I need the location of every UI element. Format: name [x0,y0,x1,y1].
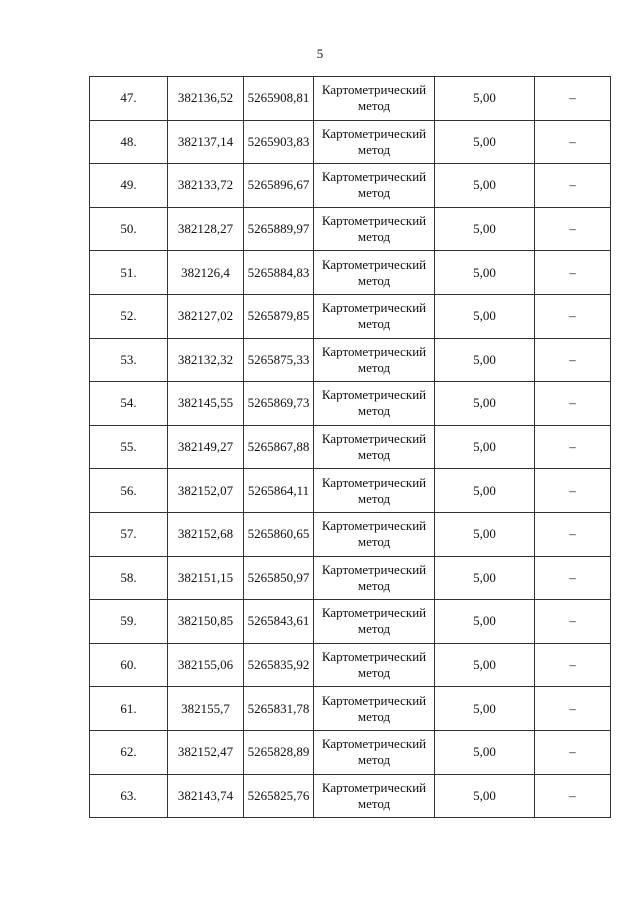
table-row [90,382,611,426]
method-cell [314,382,435,426]
x-coordinate-cell: 382155,06 [168,643,244,687]
y-coordinate-cell: 5265825,76 [244,774,314,818]
method-cell [314,687,435,731]
method-line-2: метод [357,447,391,463]
accuracy-cell: 5,00 [435,730,535,774]
method-line-2: метод [357,621,391,637]
method-cell [314,207,435,251]
accuracy-cell: 5,00 [435,164,535,208]
method-line-2: метод [357,359,391,375]
y-coordinate-cell: 5265889,97 [244,207,314,251]
table-row [90,774,611,818]
accuracy-cell: 5,00 [435,207,535,251]
method-line-1: Картометрический [321,736,427,752]
coordinates-table [89,76,611,818]
table-row [90,77,611,121]
method-cell [314,294,435,338]
point-number-cell: 60. [90,643,168,687]
table-row [90,164,611,208]
x-coordinate-cell: 382132,32 [168,338,244,382]
x-coordinate-cell: 382149,27 [168,425,244,469]
note-cell: – [535,469,611,513]
method-cell [314,643,435,687]
x-coordinate-cell: 382126,4 [168,251,244,295]
method-cell [314,512,435,556]
accuracy-cell: 5,00 [435,120,535,164]
point-number-cell: 49. [90,164,168,208]
point-number-cell: 53. [90,338,168,382]
y-coordinate-cell: 5265875,33 [244,338,314,382]
method-line-2: метод [357,708,391,724]
y-coordinate-cell: 5265903,83 [244,120,314,164]
x-coordinate-cell: 382155,7 [168,687,244,731]
method-line-1: Картометрический [321,169,427,185]
x-coordinate-cell: 382152,07 [168,469,244,513]
table-row [90,469,611,513]
y-coordinate-cell: 5265879,85 [244,294,314,338]
x-coordinate-cell: 382133,72 [168,164,244,208]
method-line-2: метод [357,141,391,157]
y-coordinate-cell: 5265884,83 [244,251,314,295]
table-row [90,251,611,295]
x-coordinate-cell: 382150,85 [168,600,244,644]
note-cell: – [535,294,611,338]
note-cell: – [535,120,611,164]
accuracy-cell: 5,00 [435,382,535,426]
note-cell: – [535,164,611,208]
method-line-1: Картометрический [321,387,427,403]
point-number-cell: 58. [90,556,168,600]
accuracy-cell: 5,00 [435,77,535,121]
note-cell: – [535,77,611,121]
note-cell: – [535,730,611,774]
method-line-1: Картометрический [321,256,427,272]
point-number-cell: 50. [90,207,168,251]
point-number-cell: 56. [90,469,168,513]
accuracy-cell: 5,00 [435,556,535,600]
method-line-2: метод [357,98,391,114]
method-line-2: метод [357,752,391,768]
y-coordinate-cell: 5265864,11 [244,469,314,513]
method-cell [314,556,435,600]
accuracy-cell: 5,00 [435,294,535,338]
point-number-cell: 61. [90,687,168,731]
method-line-2: метод [357,534,391,550]
y-coordinate-cell: 5265896,67 [244,164,314,208]
method-cell [314,730,435,774]
method-line-2: метод [357,577,391,593]
note-cell: – [535,600,611,644]
y-coordinate-cell: 5265831,78 [244,687,314,731]
point-number-cell: 54. [90,382,168,426]
accuracy-cell: 5,00 [435,512,535,556]
accuracy-cell: 5,00 [435,338,535,382]
method-line-1: Картометрический [321,431,427,447]
y-coordinate-cell: 5265850,97 [244,556,314,600]
note-cell: – [535,425,611,469]
accuracy-cell: 5,00 [435,643,535,687]
accuracy-cell: 5,00 [435,425,535,469]
method-cell [314,164,435,208]
note-cell: – [535,207,611,251]
point-number-cell: 48. [90,120,168,164]
note-cell: – [535,687,611,731]
method-cell [314,77,435,121]
x-coordinate-cell: 382136,52 [168,77,244,121]
y-coordinate-cell: 5265867,88 [244,425,314,469]
point-number-cell: 51. [90,251,168,295]
accuracy-cell: 5,00 [435,251,535,295]
x-coordinate-cell: 382152,68 [168,512,244,556]
accuracy-cell: 5,00 [435,687,535,731]
coordinates-table-body [90,77,611,818]
method-cell [314,120,435,164]
table-row [90,730,611,774]
method-line-2: метод [357,185,391,201]
table-row [90,512,611,556]
note-cell: – [535,382,611,426]
table-row [90,425,611,469]
method-line-2: метод [357,665,391,681]
note-cell: – [535,512,611,556]
x-coordinate-cell: 382128,27 [168,207,244,251]
point-number-cell: 63. [90,774,168,818]
point-number-cell: 62. [90,730,168,774]
method-line-2: метод [357,490,391,506]
table-row [90,338,611,382]
table-row [90,294,611,338]
note-cell: – [535,774,611,818]
accuracy-cell: 5,00 [435,774,535,818]
x-coordinate-cell: 382137,14 [168,120,244,164]
note-cell: – [535,338,611,382]
method-line-1: Картометрический [321,82,427,98]
method-cell [314,425,435,469]
x-coordinate-cell: 382127,02 [168,294,244,338]
method-cell [314,600,435,644]
method-line-1: Картометрический [321,125,427,141]
page-number: 5 [316,46,324,61]
y-coordinate-cell: 5265869,73 [244,382,314,426]
method-cell [314,469,435,513]
method-cell [314,251,435,295]
method-line-2: метод [357,795,391,811]
table-row [90,643,611,687]
note-cell: – [535,556,611,600]
accuracy-cell: 5,00 [435,600,535,644]
method-line-1: Картометрический [321,474,427,490]
y-coordinate-cell: 5265835,92 [244,643,314,687]
x-coordinate-cell: 382145,55 [168,382,244,426]
method-line-1: Картометрический [321,779,427,795]
method-line-1: Картометрический [321,649,427,665]
point-number-cell: 59. [90,600,168,644]
point-number-cell: 57. [90,512,168,556]
y-coordinate-cell: 5265860,65 [244,512,314,556]
method-line-1: Картометрический [321,343,427,359]
y-coordinate-cell: 5265843,61 [244,600,314,644]
method-line-1: Картометрический [321,213,427,229]
point-number-cell: 55. [90,425,168,469]
y-coordinate-cell: 5265908,81 [244,77,314,121]
method-line-1: Картометрический [321,518,427,534]
method-line-1: Картометрический [321,605,427,621]
method-line-2: метод [357,272,391,288]
method-line-1: Картометрический [321,300,427,316]
x-coordinate-cell: 382152,47 [168,730,244,774]
method-cell [314,338,435,382]
method-line-2: метод [357,229,391,245]
accuracy-cell: 5,00 [435,469,535,513]
x-coordinate-cell: 382151,15 [168,556,244,600]
table-row [90,120,611,164]
table-row [90,687,611,731]
method-line-1: Картометрический [321,561,427,577]
method-line-2: метод [357,403,391,419]
point-number-cell: 52. [90,294,168,338]
y-coordinate-cell: 5265828,89 [244,730,314,774]
point-number-cell: 47. [90,77,168,121]
note-cell: – [535,251,611,295]
table-row [90,600,611,644]
table-row [90,207,611,251]
method-line-2: метод [357,316,391,332]
method-line-1: Картометрический [321,692,427,708]
method-cell [314,774,435,818]
table-row [90,556,611,600]
note-cell: – [535,643,611,687]
x-coordinate-cell: 382143,74 [168,774,244,818]
